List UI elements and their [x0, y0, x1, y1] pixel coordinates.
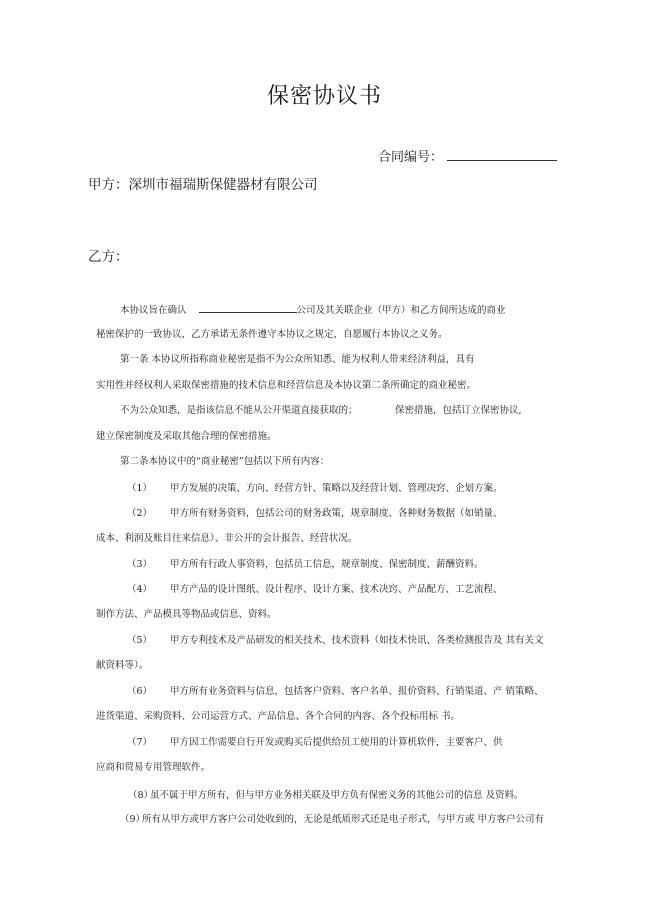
- intro-text-b: 公司及其关联企业（甲方）和乙方间所达成的商业: [296, 305, 506, 316]
- party-a-line: [88, 179, 318, 193]
- item-8-text: 虽不属于甲方所有，但与甲方业务相关联及甲方负有保密义务的其他公司的信息 及资料。: [150, 790, 524, 801]
- item-1-text: 甲方发展的决策、方向、经营方针、策略以及经营计划、管理决窍、企划方案。: [170, 483, 503, 494]
- item-5-continuation: 献资料等）。: [96, 660, 149, 671]
- intro-line-1: [120, 303, 506, 316]
- item-6-continuation: 进货渠道、采购资料、公司运营方式、产品信息、各个合同的内容、各个投标用标 书。: [96, 711, 461, 722]
- item-4-continuation: 制作方法、产品模具等物品或信息、资料。: [96, 609, 277, 620]
- item-4-number: （4）: [127, 584, 153, 595]
- article-1-line-2: 实用性并经权利人采取保密措施的技术信息和经营信息及本协议第二条所确定的商业秘密。: [96, 380, 477, 391]
- item-9-number: （9）: [120, 814, 146, 825]
- party-a-label: 甲方：: [88, 177, 129, 193]
- definition-line-2: 建立保密制度及采取其他合理的保密措施。: [96, 431, 277, 442]
- item-2-continuation: 成本、利润及账目往来信息）、非公开的会计报告、经营状况。: [96, 533, 358, 544]
- item-7-text: 甲方因工作需要自行开发或购买后提供给员工使用的计算机软件，主要客户、供: [170, 737, 503, 748]
- intro-line-2: 秘密保护的一致协议，乙方承诺无条件遵守本协议之规定，自愿履行本协议之义务。: [96, 329, 448, 340]
- definition-line-1b: 保密措施，包括订立保密协议,: [395, 405, 522, 416]
- party-a-name: 深圳市福瑞斯保健器材有限公司: [128, 177, 318, 193]
- definition-line-1a: 不为公众知悉，是指该信息不能从公开渠道直接获取的；: [120, 405, 358, 416]
- item-5-text: 甲方专利技术及产品研发的相关技术、技术资料（如技术快讯、各类检测报告及 其有关文: [170, 635, 544, 646]
- item-9-text: 所有从甲方或甲方客户公司处收到的，无论是纸质形式还是电子形式，与甲方或 甲方客户公司有: [142, 814, 545, 825]
- item-4-text: 甲方产品的设计图纸、设计程序、设计方案、技术决窍、产品配方、工艺流程、: [170, 584, 503, 595]
- item-8-number: （8）: [128, 790, 154, 801]
- item-3-text: 甲方所有行政人事资料，包括员工信息，规章制度、保密制度、薪酬资料。: [170, 559, 484, 570]
- party-b-label: 乙方：: [88, 249, 129, 265]
- company-blank: [199, 303, 297, 313]
- item-5-number: （5）: [127, 635, 153, 646]
- contract-number: [378, 148, 557, 164]
- contract-number-blank: [447, 148, 557, 161]
- article-2-heading: 第二条本协议中的“商业秘密”包括以下所有内容：: [120, 456, 330, 467]
- item-6-number: （6）: [127, 686, 153, 697]
- item-7-continuation: 应商和贸易专用管理软件。: [96, 762, 211, 773]
- page-title: 保密协议书: [266, 84, 382, 109]
- contract-number-label: 合同编号：: [378, 150, 444, 165]
- item-2-text: 甲方所有财务资料，包括公司的财务政策，规章制度、各种财务数据（如销量、: [170, 508, 503, 519]
- item-6-text: 甲方所有业务资料与信息，包括客户资料、客户名单、报价资料、行销渠道、产 销策略、: [170, 686, 544, 697]
- item-2-number: （2）: [127, 508, 153, 519]
- item-3-number: （3）: [127, 559, 153, 570]
- article-1-line-1: 第一条 本协议所指称商业秘密是指不为公众所知悉、能为权利人带来经济利益，具有: [120, 354, 475, 365]
- intro-text-a: 本协议旨在确认: [120, 305, 187, 316]
- item-1-number: （1）: [127, 483, 153, 494]
- item-7-number: （7）: [127, 737, 153, 748]
